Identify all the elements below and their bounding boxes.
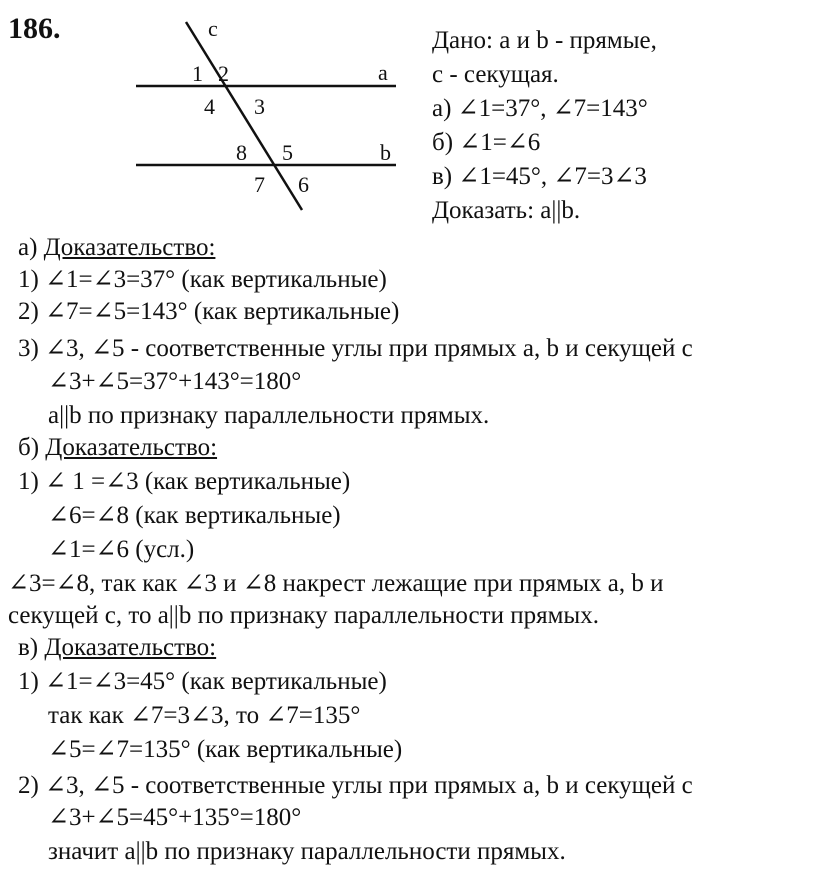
given-line: Дано: a и b - прямые,: [432, 27, 657, 54]
proof-line: ∠6=∠8 (как вертикальные): [48, 502, 341, 529]
proof-line: так как ∠7=3∠3, то ∠7=135°: [48, 702, 361, 729]
proof-heading: в) Доказательство:: [18, 634, 217, 661]
given-line: б) ∠1=∠6: [432, 129, 541, 156]
proof-line: 2) ∠3, ∠5 - соответственные углы при прямых a, b и секущей c: [18, 772, 693, 799]
angle-2-label: 2: [218, 61, 229, 86]
proof-line: ∠1=∠6 (усл.): [48, 536, 195, 563]
angle-1-label: 1: [192, 61, 203, 86]
angle-7-label: 7: [254, 172, 265, 197]
proof-line: секущей c, то a||b по признаку параллельности прямых.: [8, 602, 599, 629]
proof-line: 2) ∠7=∠5=143° (как вертикальные): [18, 298, 400, 325]
proof-line: ∠3=∠8, так как ∠3 и ∠8 накрест лежащие при прямых a, b и: [8, 570, 664, 597]
proof-line: 1) ∠1=∠3=45° (как вертикальные): [18, 668, 387, 695]
label-c: c: [208, 16, 218, 41]
proof-line: ∠3+∠5=45°+135°=180°: [48, 804, 302, 831]
proof-line: 3) ∠3, ∠5 - соответственные углы при прямых a, b и секущей c: [18, 335, 693, 362]
proof-heading: а) Доказательство:: [18, 234, 216, 261]
geometry-figure: [130, 14, 410, 220]
angle-4-label: 4: [204, 94, 215, 119]
to-prove: Доказать: a||b.: [432, 197, 581, 224]
angle-3-label: 3: [254, 94, 265, 119]
label-a: a: [378, 60, 388, 85]
proof-line: 1) ∠1=∠3=37° (как вертикальные): [18, 266, 387, 293]
proof-line: ∠5=∠7=135° (как вертикальные): [48, 736, 403, 763]
angle-8-label: 8: [236, 140, 247, 165]
problem-number: 186.: [8, 12, 61, 45]
label-b: b: [380, 140, 391, 165]
given-line: c - секущая.: [432, 61, 559, 88]
proof-line: 1) ∠ 1 =∠3 (как вертикальные): [18, 468, 351, 495]
angle-6-label: 6: [298, 172, 309, 197]
given-line: в) ∠1=45°, ∠7=3∠3: [432, 163, 647, 190]
proof-line: значит a||b по признаку параллельности прямых.: [48, 838, 566, 865]
proof-heading: б) Доказательство:: [18, 434, 218, 461]
given-line: а) ∠1=37°, ∠7=143°: [432, 95, 648, 122]
proof-line: a||b по признаку параллельности прямых.: [48, 402, 490, 429]
angle-5-label: 5: [282, 140, 293, 165]
proof-line: ∠3+∠5=37°+143°=180°: [48, 368, 302, 395]
